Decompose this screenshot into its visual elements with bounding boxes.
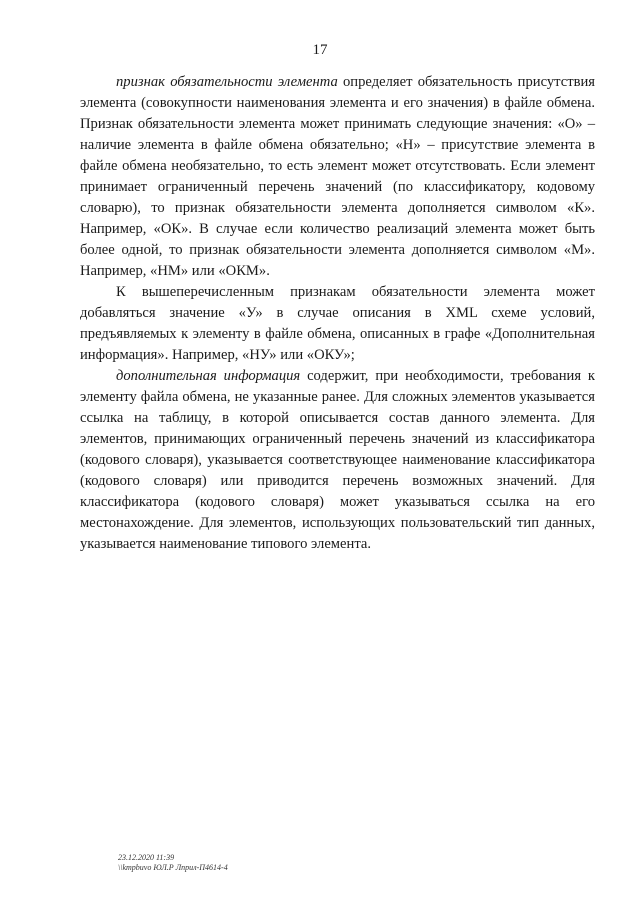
document-stamp-footer (118, 853, 228, 873)
paragraph-text: содержит, при необходимости, требования к элементу файла обмена, не указанные ранее. Для сложных элементов указывается ссылка на таблицу, в которой описывается состав данного элемента. Для элементов, принимающих ограниченный перечень значений из классификатора (кодового словаря), указывается соответствующее наименование классификатора (кодового словаря) или приводится перечень возможных значений. Для классификатора (кодового словаря) может указываться ссылка на его местонахождение. Для элементов, использующих пользовательский тип данных, указывается наименование типового элемента. (80, 368, 595, 552)
stamp-date: 23.12.2020 11:39 (118, 853, 175, 862)
paragraph-additional-info (80, 366, 595, 555)
document-body (80, 72, 595, 555)
stamp-path: \\kmpbuvo ЮЛ.Р Лприл-П4614-4 (118, 863, 228, 872)
term-additional-info: дополнительная информация (116, 368, 301, 384)
paragraph-mandatory-flag (80, 72, 595, 282)
page-number: 17 (312, 42, 328, 58)
paragraph-text: определяет обязательность присутствия элемента (совокупности наименования элемента и его значения) в файле обмена. Признак обязательности элемента может принимать следующие значения: «О» – наличие элемента в файле обмена обязательно; «Н» – присутствие элемента в файле обмена необязательно, то есть элемент может отсутствовать. Если элемент принимает ограниченный перечень значений (по классификатору, кодовому словарю), то признак обязательности элемента дополняется символом «К». Например, «ОК». В случае если количество реализаций элемента может быть более одной, то признак обязательности элемента дополняется символом «М». Например, «НМ» или «ОКМ». (80, 74, 595, 279)
paragraph-condition-flag (80, 282, 595, 366)
term-mandatory-flag: признак обязательности элемента (116, 74, 338, 90)
paragraph-text: К вышеперечисленным признакам обязательности элемента может добавляться значение «У» в случае описания в XML схеме условий, предъявляемых к элементу в файле обмена, описанных в графе «Дополнительная информация». Например, «НУ» или «ОКУ»; (80, 284, 595, 363)
